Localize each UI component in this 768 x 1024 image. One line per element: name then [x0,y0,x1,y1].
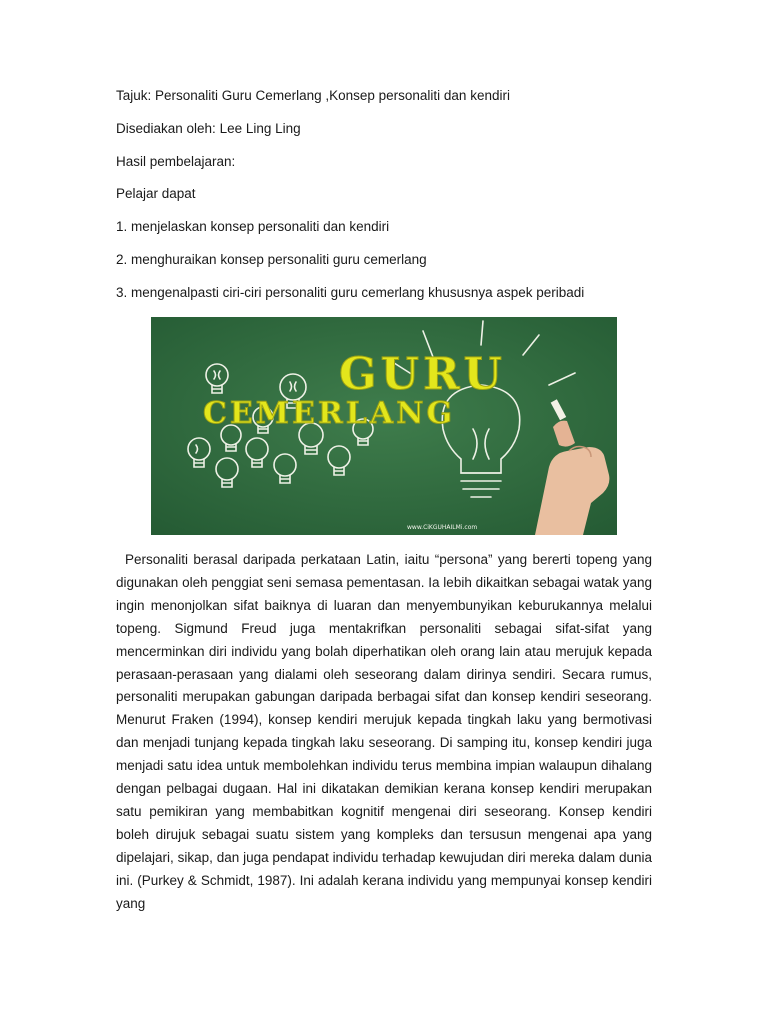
banner-watermark: www.CiKGUHAILMi.com [407,524,478,531]
outcomes-heading: Hasil pembelajaran: [116,154,236,169]
banner-title-line2: CEMERLANG [203,396,456,431]
outcomes-intro: Pelajar dapat [116,186,196,201]
title-line: Tajuk: Personaliti Guru Cemerlang ,Konsep personaliti dan kendiri [116,88,510,103]
outcome-item: 1. menjelaskan konsep personaliti dan kendiri [116,219,390,234]
outcome-item: 3. mengenalpasti ciri-ciri personaliti guru cemerlang khususnya aspek peribadi [116,285,585,300]
author-line: Disediakan oleh: Lee Ling Ling [116,121,301,136]
outcome-item: 2. menghuraikan konsep personaliti guru cemerlang [116,252,427,267]
guru-cemerlang-banner-image [151,317,617,535]
banner-title-line1: GURU [339,349,506,400]
body-paragraph: Personaliti berasal daripada perkataan Latin, iaitu “persona” yang bererti topeng yang digunakan oleh penggiat seni semasa pementasan. Ia lebih dikaitkan sebagai watak yang ingin menonjolkan sifat baiknya di luaran dan menyembunyikan keburukannya melalui topeng. Sigmund Freud juga mentakrifkan personaliti sebagai sifat-sifat yang mencerminkan diri individu yang bolah diperhatikan oleh orang lain atau merujuk kepada perasaan-perasaan yang dialami oleh seseorang dalam dirinya sendiri. Secara rumus, personaliti merupakan gabungan daripada berbagai sifat dan konsep kendiri seseorang. Menurut Fraken (1994), konsep kendiri merujuk kepada tingkah laku yang bermotivasi dan menjadi tunjang kepada tingkah laku seseorang. Di samping itu, konsep kendiri juga menjadi satu idea untuk membolehkan individu terus membina impian walaupun dihalang dengan pelbagai dugaan. Hal ini dikatakan demikian kerana konsep kendiri merupakan satu pemikiran yang membabitkan kognitif mengenai diri seseorang. Konsep kendiri boleh dirujuk sebagai suatu sistem yang kompleks dan tersusun mengenai apa yang dipelajari, sikap, dan juga pendapat individu terhadap kewujudan diri mereka dalam dunia ini. (Purkey & Schmidt, 1987). Ini adalah kerana individu yang mempunyai konsep kendiri yang [116,552,652,911]
